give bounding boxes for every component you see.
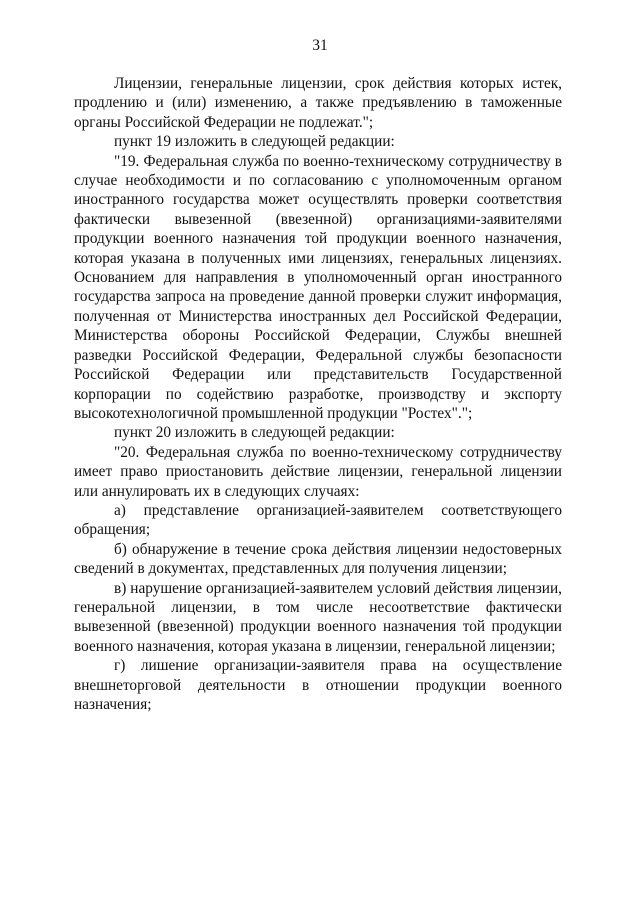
paragraph-item-19-instruction: пункт 19 изложить в следующей редакции: xyxy=(114,133,395,151)
paragraph-item-20: "20. Федеральная служба по военно-техническому сотрудничеству имеет право приостановить действие лицензии, генеральной лицензии или аннулировать их в следующих случаях: xyxy=(74,443,562,500)
paragraph-subitem-g: г) лишение организации-заявителя права на осуществление внешнеторговой деятельности в отношении продукции военного назначения; xyxy=(74,657,562,713)
paragraph-subitem-a: а) представление организацией-заявителем соответствующего обращения; xyxy=(74,501,562,539)
document-body xyxy=(74,74,562,714)
page-number: 31 xyxy=(312,37,328,54)
paragraph-item-20-instruction: пункт 20 изложить в следующей редакции: xyxy=(114,424,395,442)
paragraph-subitem-b: б) обнаружение в течение срока действия лицензии недостоверных сведений в документах, представленных для получения лицензии; xyxy=(74,540,562,578)
paragraph-item-19: "19. Федеральная служба по военно-техническому сотрудничеству в случае необходимости и по согласованию с уполномоченным органом иностранного государства может осуществлять проверки соответствия фактически вывезенной (ввезенной) организациями-заявителями продукции военного назначения той продукции военного назначения, которая указана в полученных ими лицензиях, генеральных лицензиях. Основанием для направления в уполномоченный орган иностранного государства запроса на проведение данной проверки служит информация, полученная от Министерства иностранных дел Российской Федерации, Министерства обороны Российской Федерации, Службы внешней разведки Российской Федерации, Федеральной службы безопасности Российской Федерации или представительств Государственной корпорации по содействию разработке, производству и экспорту высокотехнологичной промышленной продукции "Ростех"."; xyxy=(74,152,562,422)
paragraph-subitem-v: в) нарушение организацией-заявителем условий действия лицензии, генеральной лицензии, в том числе несоответствие фактически вывезенной (ввезенной) продукции военного назначения той продукции военного назначения, которая указана в лицензии, генеральной лицензии; xyxy=(74,579,562,655)
paragraph-license-expiry: Лицензии, генеральные лицензии, срок действия которых истек, продлению и (или) изменению, а также предъявлению в таможенные органы Российской Федерации не подлежат."; xyxy=(74,75,562,131)
